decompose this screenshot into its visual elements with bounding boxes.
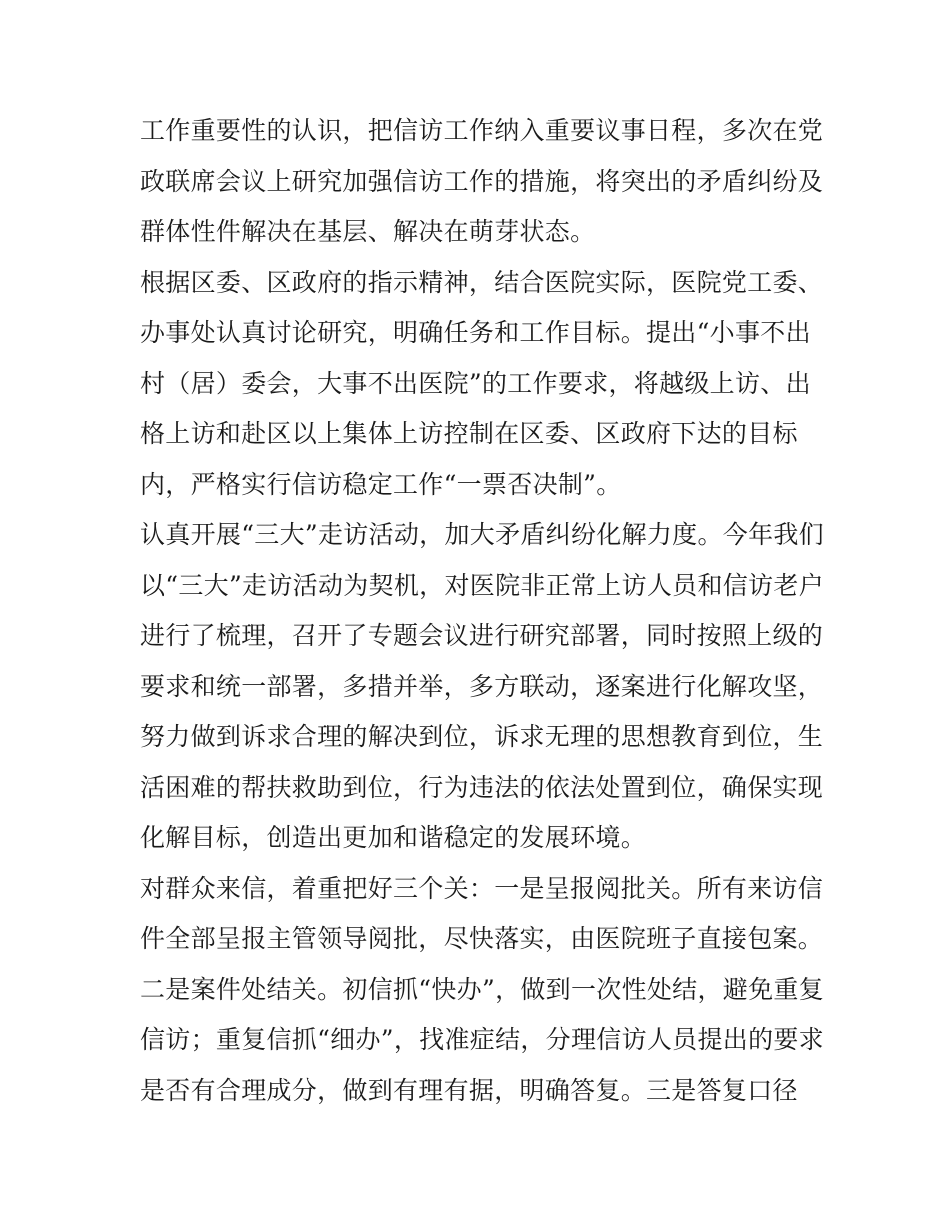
text-line: 内，严格实行信访稳定工作“一票否决制”。 xyxy=(140,469,622,499)
text-line: 活困难的帮扶救助到位，行为违法的依法处置到位，确保实现 xyxy=(140,772,824,802)
text-line: 信访；重复信抓“细办”，找准症结，分理信访人员提出的要求 xyxy=(140,1025,824,1054)
text-line: 二是案件处结关。初信抓“快办”，做到一次性处结，避免重复 xyxy=(140,974,824,1004)
text-line: 工作重要性的认识，把信访工作纳入重要议事日程，多次在党 xyxy=(140,116,824,145)
text-line: 根据区委、区政府的指示精神，结合医院实际，医院党工委、 xyxy=(140,267,824,297)
text-line: 化解目标，创造出更加和谐稳定的发展环境。 xyxy=(140,823,647,852)
text-line: 政联席会议上研究加强信访工作的措施，将突出的矛盾纠纷及 xyxy=(140,166,824,196)
text-line: 村（居）委会，大事不出医院”的工作要求，将越级上访、出 xyxy=(140,368,811,398)
text-line: 以“三大”走访活动为契机，对医院非正常上访人员和信访老户 xyxy=(140,570,824,600)
text-line: 对群众来信，着重把好三个关：一是呈报阅批关。所有来访信 xyxy=(140,873,824,903)
text-line: 格上访和赴区以上集体上访控制在区委、区政府下达的目标 xyxy=(140,419,798,448)
text-line: 进行了梳理，召开了专题会议进行研究部署，同时按照上级的 xyxy=(140,621,824,650)
text-line: 件全部呈报主管领导阅批，尽快落实，由医院班子直接包案。 xyxy=(140,924,824,953)
text-line: 办事处认真讨论研究，明确任务和工作目标。提出“小事不出 xyxy=(140,318,811,347)
text-line: 要求和统一部署，多措并举，多方联动，逐案进行化解攻坚， xyxy=(140,671,824,701)
text-line: 是否有合理成分，做到有理有据，明确答复。三是答复口径 xyxy=(140,1075,798,1105)
text-line: 努力做到诉求合理的解决到位，诉求无理的思想教育到位，生 xyxy=(140,722,824,751)
text-line: 群体性件解决在基层、解决在萌芽状态。 xyxy=(140,217,596,246)
body-text xyxy=(140,106,824,1116)
text-line: 认真开展“三大”走访活动，加大矛盾纠纷化解力度。今年我们 xyxy=(140,520,824,549)
